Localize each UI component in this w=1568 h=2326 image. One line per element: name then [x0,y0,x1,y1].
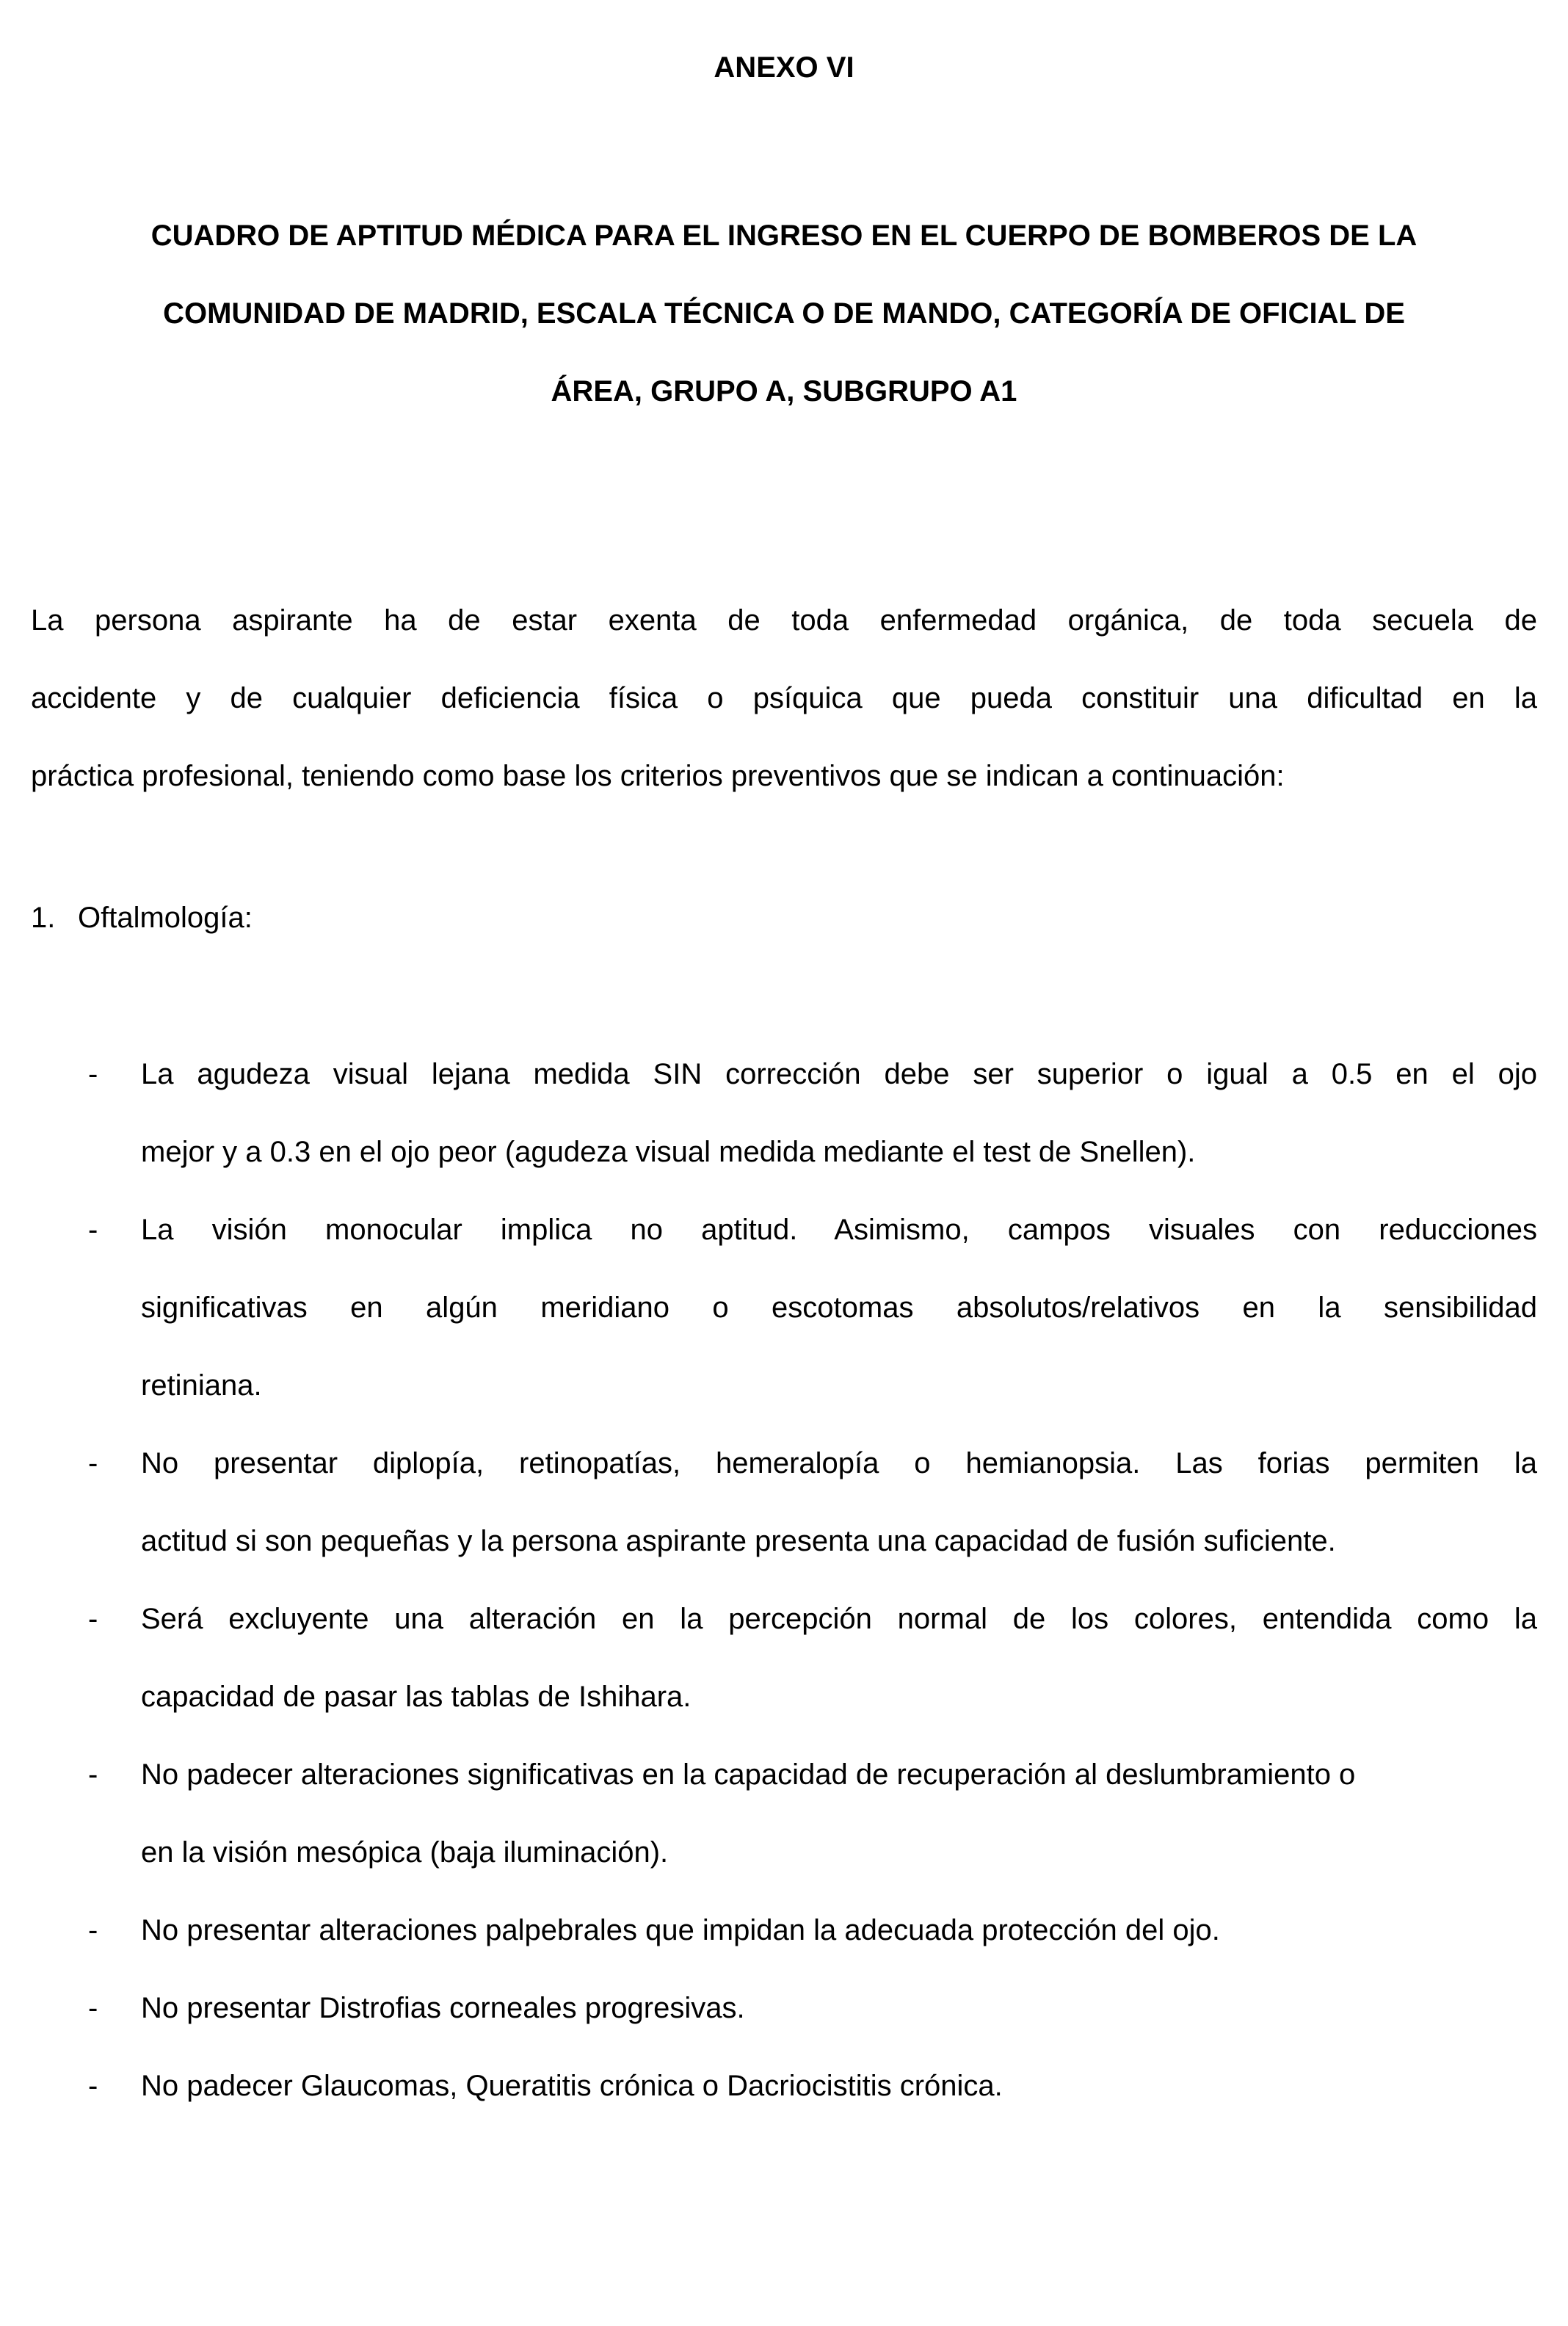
criteria-line: La visión monocular implica no aptitud. Asimismo, campos visuales con reducciones [141,1214,1537,1246]
bullet-dash: - [88,1992,98,2024]
bullet-dash: - [88,1914,98,1946]
document-title-line: ÁREA, GRUPO A, SUBGRUPO A1 [551,375,1017,407]
section-title: Oftalmología: [78,902,253,934]
document-title-line: COMUNIDAD DE MADRID, ESCALA TÉCNICA O DE MANDO, CATEGORÍA DE OFICIAL DE [163,297,1405,330]
criteria-item [31,1191,1537,1424]
bullet-dash: - [88,1758,98,1791]
bullet-dash: - [88,1214,98,1246]
criteria-item [31,1891,1537,1969]
section-number: 1. [31,902,56,934]
criteria-line: en la visión mesópica (baja iluminación). [141,1836,669,1869]
intro-line: La persona aspirante ha de estar exenta de toda enfermedad orgánica, de toda secuela de [31,604,1537,637]
criteria-line: capacidad de pasar las tablas de Ishihara. [141,1681,692,1713]
document-title-line: CUADRO DE APTITUD MÉDICA PARA EL INGRESO EN EL CUERPO DE BOMBEROS DE LA [150,220,1418,252]
criteria-line: actitud si son pequeñas y la persona aspirante presenta una capacidad de fusión suficiente. [141,1525,1336,1557]
intro-line: práctica profesional, teniendo como base los criterios preventivos que se indican a continuación: [31,760,1285,792]
document-title [44,197,1524,430]
criteria-line: La agudeza visual lejana medida SIN corrección debe ser superior o igual a 0.5 en el ojo [141,1058,1537,1090]
criteria-line: No padecer Glaucomas, Queratitis crónica o Dacriocistitis crónica. [141,2070,1003,2102]
criteria-list [31,1035,1537,2125]
criteria-line: No presentar alteraciones palpebrales que impidan la adecuada protección del ojo. [141,1914,1220,1946]
intro-line: accidente y de cualquier deficiencia física o psíquica que pueda constituir una dificultad en la [31,682,1537,714]
criteria-line: mejor y a 0.3 en el ojo peor (agudeza visual medida mediante el test de Snellen). [141,1136,1196,1168]
criteria-line: Será excluyente una alteración en la percepción normal de los colores, entendida como la [141,1603,1537,1635]
criteria-item [31,1969,1537,2047]
criteria-item [31,1580,1537,1736]
bullet-dash: - [88,1603,98,1635]
criteria-line: significativas en algún meridiano o escotomas absolutos/relativos en la sensibilidad [141,1291,1537,1324]
bullet-dash: - [88,1058,98,1090]
annex-title: ANEXO VI [714,51,854,84]
criteria-item [31,1035,1537,1191]
criteria-line: No presentar Distrofias corneales progresivas. [141,1992,745,2024]
criteria-line: No presentar diplopía, retinopatías, hemeralopía o hemianopsia. Las forias permiten la [141,1447,1537,1479]
criteria-line: No padecer alteraciones significativas en la capacidad de recuperación al deslumbramiento o [141,1758,1356,1791]
criteria-item [31,1424,1537,1580]
bullet-dash: - [88,2070,98,2102]
section-heading [31,896,253,940]
intro-paragraph [31,582,1537,815]
criteria-line: retiniana. [141,1369,262,1402]
criteria-item [31,1736,1537,1891]
criteria-item [31,2047,1537,2125]
bullet-dash: - [88,1447,98,1479]
